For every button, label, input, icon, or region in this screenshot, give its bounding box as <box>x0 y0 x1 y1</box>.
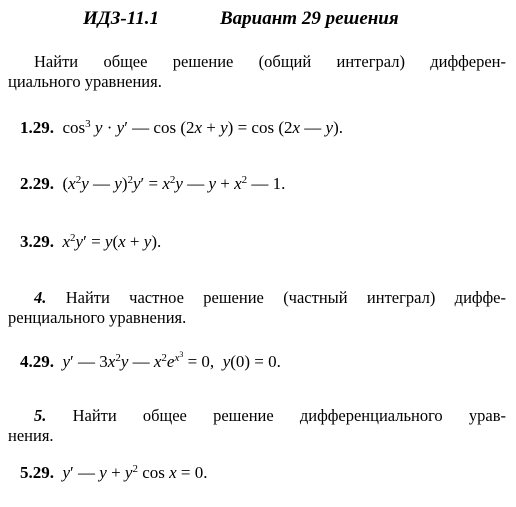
section-5-intro <box>8 406 506 446</box>
section-1-intro-line2: циального уравнения. <box>8 72 162 91</box>
section-5-intro-line1: 5. Найти общее решение дифференциального урав- <box>34 406 506 425</box>
equation: ($x^2y$ — $y)^2y' = x^2y$ — $y + x^2$ — 1. <box>58 174 286 193</box>
variant-title: Вариант 29 решения <box>220 8 399 29</box>
problem-label: 4.29. <box>20 352 54 371</box>
equation: $x^2y' = y(x + y)$. <box>62 232 162 251</box>
equation: y′ — $3x^2y$ — $x^2e^{x^3} = 0$, y(0) = 0. <box>62 350 281 371</box>
problem-label: 2.29. <box>20 174 54 193</box>
problem-label: 5.29. <box>20 463 54 482</box>
section-4-intro-line2: ренциального уравнения. <box>8 308 187 327</box>
section-4-intro <box>8 288 506 328</box>
section-number: 5. <box>34 406 47 425</box>
problem-label: 1.29. <box>20 118 54 137</box>
section-1-intro <box>8 52 506 92</box>
section-1-intro-line1: Найти общее решение (общий интеграл) дифферен- <box>34 52 506 71</box>
section-4-intro-line1: 4. Найти частное решение (частный интеграл) диффе- <box>34 288 507 307</box>
equation: y′ — $y + y^2$ cos x = 0. <box>62 463 208 482</box>
section-5-intro-line2: нения. <box>8 426 54 445</box>
problem-1-29 <box>20 118 343 138</box>
doc-title: ИДЗ-11.1 <box>83 8 159 29</box>
problem-4-29 <box>20 352 281 372</box>
section-number: 4. <box>34 288 47 307</box>
problem-5-29 <box>20 463 208 483</box>
problem-label: 3.29. <box>20 232 54 251</box>
problem-3-29 <box>20 232 161 252</box>
problem-2-29 <box>20 174 285 194</box>
equation: $\cos^3 y \cdot y'$ — cos (2x + y) = cos (2x — y). <box>58 118 344 137</box>
